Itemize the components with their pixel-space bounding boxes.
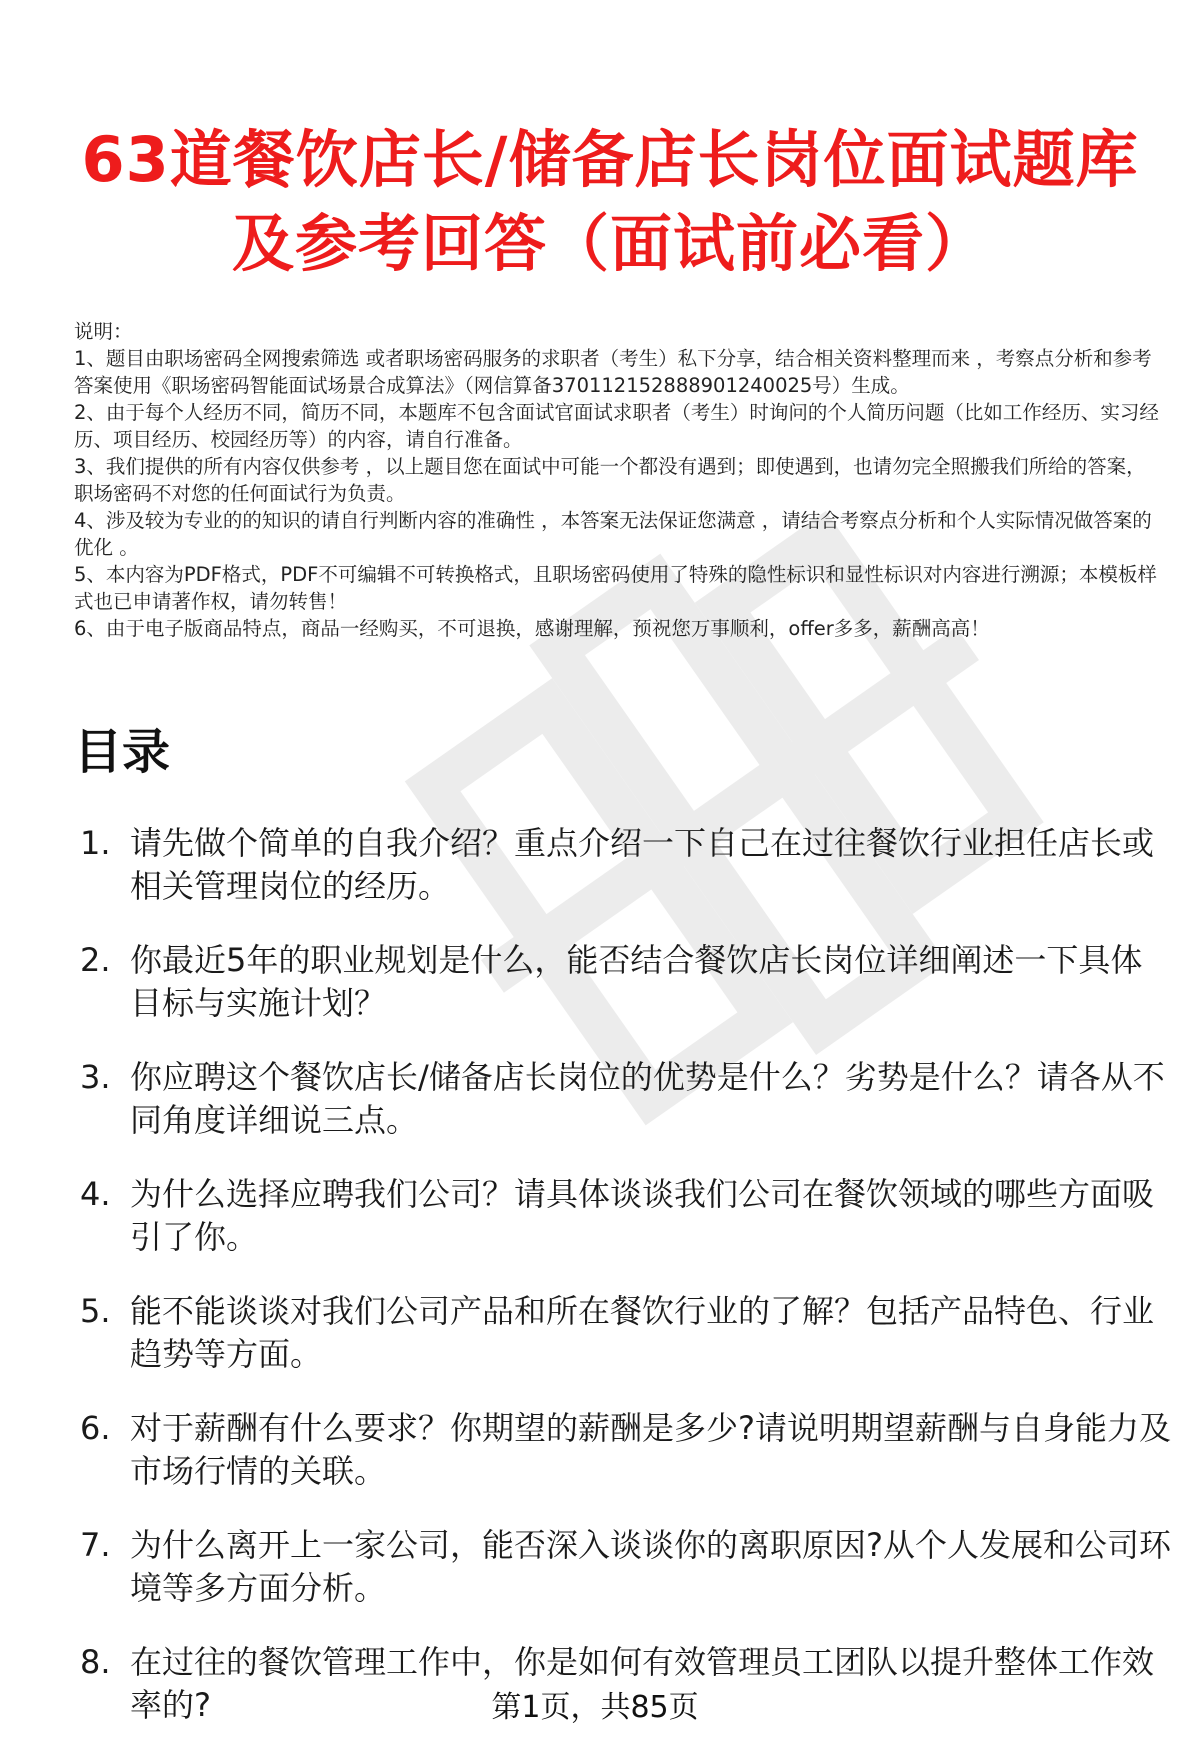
document-title: 63道餐饮店长/储备店长岗位面试题库及参考回答（面试前必看） <box>81 123 1139 280</box>
toc-item[interactable] <box>74 1290 1174 1376</box>
toc-list <box>74 822 1174 1758</box>
toc-item-text: 为什么离开上一家公司，能否深入谈谈你的离职原因?从个人发展和公司环境等多方面分析。 <box>130 1526 1171 1607</box>
toc-item-text: 能不能谈谈对我们公司产品和所在餐饮行业的了解？包括产品特色、行业趋势等方面。 <box>130 1292 1155 1373</box>
toc-item-number: 1. <box>80 824 111 862</box>
toc-item[interactable] <box>74 822 1174 908</box>
note-item: 5、本内容为PDF格式，PDF不可编辑不可转换格式，且职场密码使用了特殊的隐性标识和显性标识对内容进行溯源；本模板样式也已申请著作权，请勿转售！ <box>74 563 1157 613</box>
toc-item[interactable] <box>74 1407 1174 1493</box>
toc-item-text: 为什么选择应聘我们公司？请具体谈谈我们公司在餐饮领域的哪些方面吸引了你。 <box>130 1175 1155 1256</box>
note-item: 2、由于每个人经历不同，简历不同，本题库不包含面试官面试求职者（考生）时询问的个人简历问题（比如工作经历、实习经历、项目经历、校园经历等）的内容，请自行准备。 <box>74 401 1159 451</box>
toc-item[interactable] <box>74 1056 1174 1142</box>
toc-item[interactable] <box>74 1524 1174 1610</box>
toc-item-number: 3. <box>80 1058 111 1096</box>
note-item: 6、由于电子版商品特点，商品一经购买，不可退换，感谢理解，预祝您万事顺利，offer多多，薪酬高高！ <box>74 617 990 640</box>
page-footer: 第1页，共85页 <box>491 1690 699 1725</box>
toc-item-text: 你最近5年的职业规划是什么，能否结合餐饮店长岗位详细阐述一下具体目标与实施计划？ <box>130 941 1143 1022</box>
toc-item-number: 5. <box>80 1292 111 1330</box>
toc-heading: 目录 <box>74 724 171 780</box>
note-item: 1、题目由职场密码全网搜索筛选 或者职场密码服务的求职者（考生）私下分享，结合相关资料整理而来 ，考察点分析和参考答案使用《职场密码智能面试场景合成算法》（网信算备370112152888901240025号）生成。 <box>74 347 1152 397</box>
toc-item-text: 在过往的餐饮管理工作中，你是如何有效管理员工团队以提升整体工作效率的? <box>130 1643 1155 1724</box>
note-item: 4、涉及较为专业的的知识的请自行判断内容的准确性 ，本答案无法保证您满意 ，请结合考察点分析和个人实际情况做答案的优化 。 <box>74 509 1152 559</box>
toc-item[interactable] <box>74 1173 1174 1259</box>
note-item: 3、我们提供的所有内容仅供参考 ，以上题目您在面试中可能一个都没有遇到；即使遇到，也请勿完全照搬我们所给的答案，职场密码不对您的任何面试行为负责。 <box>74 455 1146 505</box>
toc-item-number: 4. <box>80 1175 111 1213</box>
notes-block <box>74 318 1164 642</box>
notes-heading: 说明： <box>74 320 133 343</box>
toc-item-number: 7. <box>80 1526 111 1564</box>
toc-item-number: 6. <box>80 1409 111 1447</box>
toc-item-number: 2. <box>80 941 111 979</box>
toc-item-number: 8. <box>80 1643 111 1681</box>
toc-item-text: 请先做个简单的自我介绍？重点介绍一下自己在过往餐饮行业担任店长或相关管理岗位的经历。 <box>130 824 1155 905</box>
toc-item[interactable] <box>74 939 1174 1025</box>
toc-item-text: 你应聘这个餐饮店长/储备店长岗位的优势是什么？劣势是什么？请各从不同角度详细说三点。 <box>130 1058 1165 1139</box>
toc-item-text: 对于薪酬有什么要求？你期望的薪酬是多少?请说明期望薪酬与自身能力及市场行情的关联。 <box>130 1409 1171 1490</box>
